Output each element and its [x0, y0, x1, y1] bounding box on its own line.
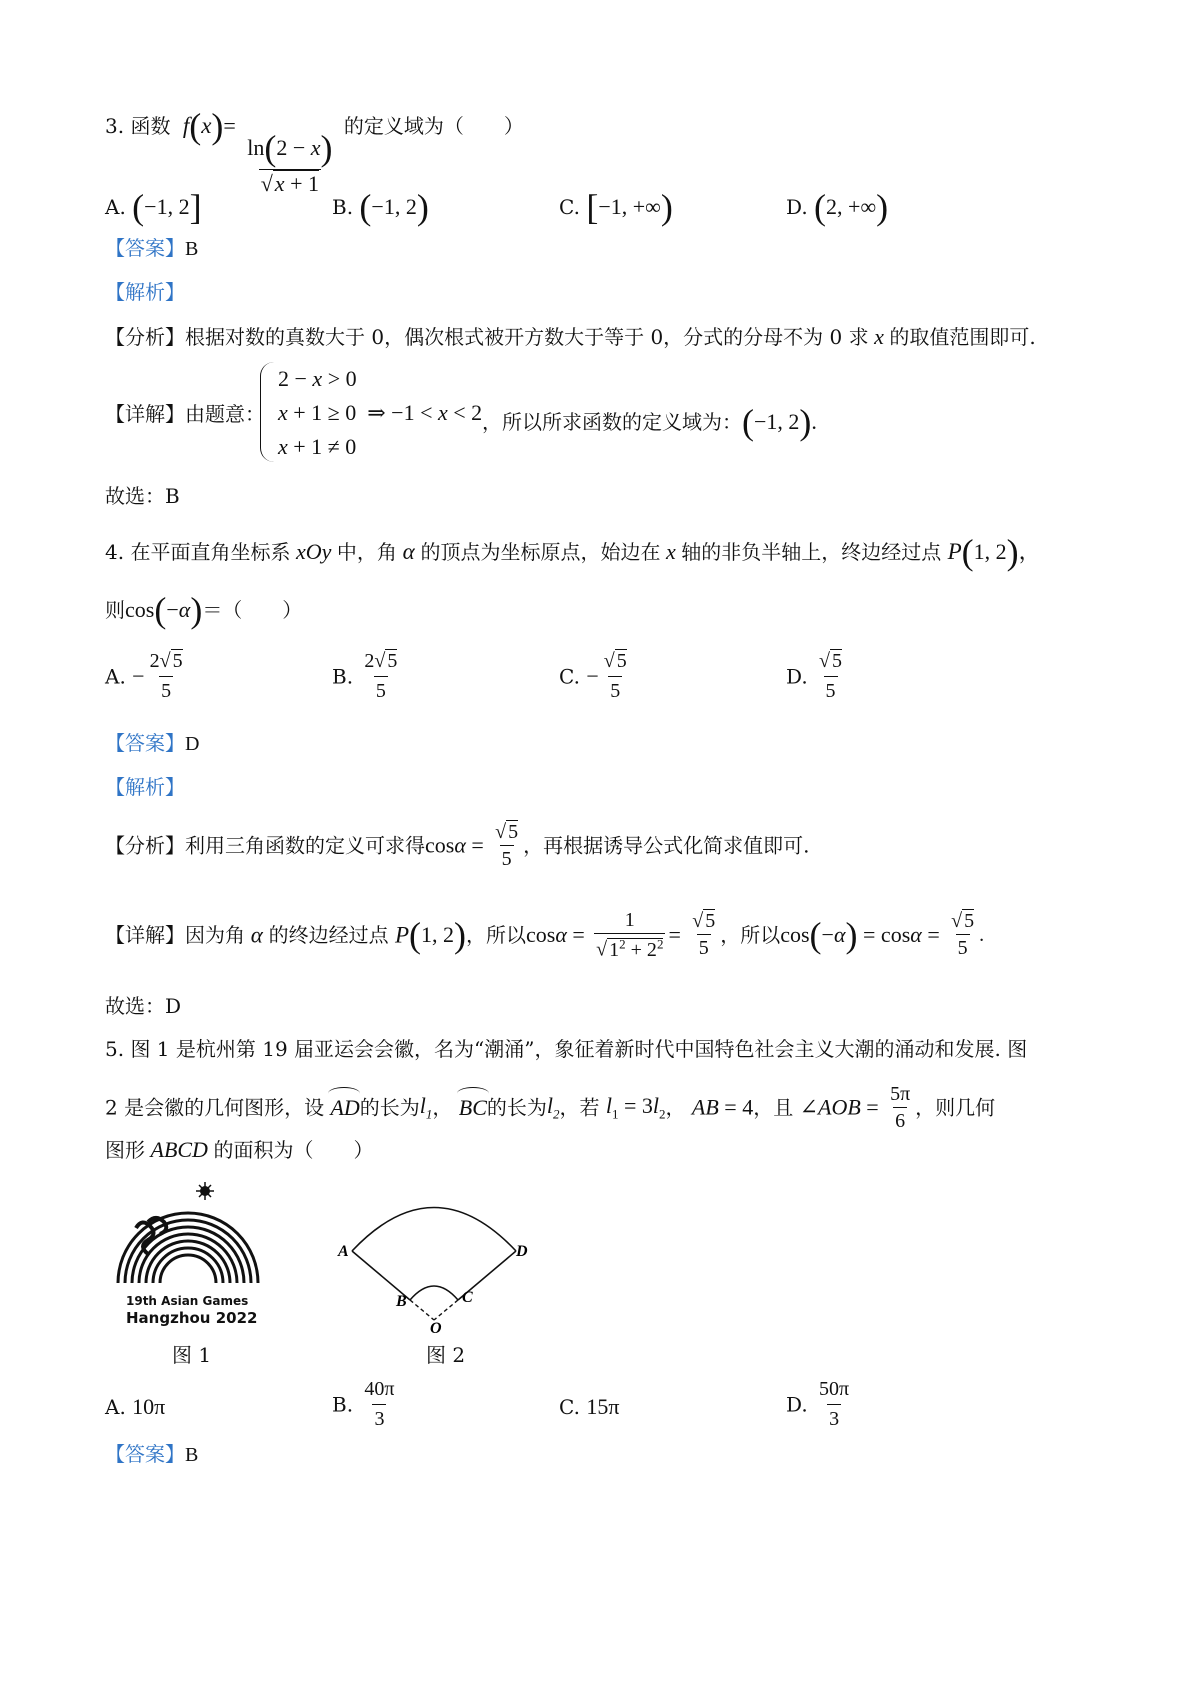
q3-guxuan: 故选：B	[105, 484, 180, 508]
q5-option-b[interactable]: B. $\frac{40\pi}{3}$	[332, 1378, 395, 1430]
label-c: C	[462, 1289, 473, 1306]
q3-analysis-label: 【解析】	[105, 280, 185, 304]
q3-system	[260, 362, 277, 462]
q5-option-d[interactable]: D. $\frac{50\pi}{3}$	[786, 1378, 850, 1430]
q4-option-a[interactable]: A. − $\frac{2√ 5}{5}$	[105, 650, 183, 702]
q3-option-a[interactable]: A. (−1, 2]	[105, 187, 202, 227]
figure-1-emblem	[108, 1178, 268, 1338]
q3-stem: 3. 函数 f(x)= $\frac{\ln(2 - x)}{√x + 1}$ 的定义域为（ ）	[105, 106, 524, 196]
q4-stem-line1: 4. 在平面直角坐标系 xOy 中，角 α 的顶点为坐标原点，始边在 x 轴的非负半轴上，终边经过点 P(1, 2)，	[105, 532, 1041, 572]
q3-option-c[interactable]: C. [−1, +∞)	[559, 187, 673, 227]
q4-option-c[interactable]: C. − $\frac{√ 5}{5}$	[559, 650, 627, 702]
q4-option-d[interactable]: D. $\frac{√ 5}{5}$	[786, 650, 843, 702]
q5-stem-line2: 2 是会徽的几何图形，设 AD 的长为$l_1$， BC 的长为$l_2$，若 $l_1 = 3l_2$， AB = 4，且 ∠AOB = $\frac{5\pi}{6}$ ，则几何	[105, 1083, 996, 1132]
q5-stem-line1: 5. 图 1 是杭州第 19 届亚运会会徽，名为“潮涌”，象征着新时代中国特色社会主义大潮的涌动和发展. 图	[105, 1037, 1028, 1061]
q5-option-c[interactable]: C. 15π	[559, 1394, 620, 1419]
label-a: A	[338, 1243, 349, 1260]
q5-option-a[interactable]: A. 10π	[105, 1394, 166, 1419]
q3-option-b[interactable]: B. (−1, 2)	[332, 187, 429, 227]
fig1-text2: Hangzhou 2022	[126, 1309, 258, 1327]
q4-xiangjie: 【详解】因为角 α 的终边经过点 P(1, 2)，所以cosα = $\frac{1}{√ 1^2 + 2^2}$ = $\frac{√ 5}{5}$ ，所以cos(−α) = cosα = $\frac{√ 5}{5}$ .	[105, 909, 985, 961]
q3-answer: 【答案】B	[105, 236, 199, 260]
q5-answer: 【答案】B	[105, 1442, 199, 1466]
q4-option-b[interactable]: B. $\frac{2√ 5}{5}$	[332, 650, 398, 702]
label-o: O	[430, 1320, 442, 1336]
q4-fenxi: 【分析】利用三角函数的定义可求得cosα = $\frac{√ 5}{5}$ ，再根据诱导公式化简求值即可.	[105, 821, 810, 870]
q4-stem-line2: 则cos(−α)＝（ ）	[105, 590, 303, 630]
q4-answer: 【答案】D	[105, 731, 200, 755]
q4-guxuan: 故选：D	[105, 994, 182, 1018]
fig1-caption: 图 1	[172, 1343, 212, 1367]
q4-analysis-label: 【解析】	[105, 775, 185, 799]
fig2-caption: 图 2	[426, 1343, 466, 1367]
label-b: B	[396, 1293, 407, 1310]
figure-2-sector	[330, 1176, 570, 1336]
q3-fenxi: 【分析】根据对数的真数大于 0，偶次根式被开方数大于等于 0，分式的分母不为 0 求 x 的取值范围即可.	[105, 324, 1036, 349]
q5-stem-line3: 图形 ABCD 的面积为（ ）	[105, 1137, 374, 1162]
fig1-text1: 19th Asian Games	[126, 1294, 249, 1308]
q3-option-d[interactable]: D. (2, +∞)	[786, 187, 889, 227]
label-d: D	[516, 1243, 528, 1260]
q3-fraction: $\frac{\ln(2 - x)}{√x + 1}$	[247, 128, 333, 196]
q3-xiangjie: 【详解】由题意：	[105, 402, 265, 426]
